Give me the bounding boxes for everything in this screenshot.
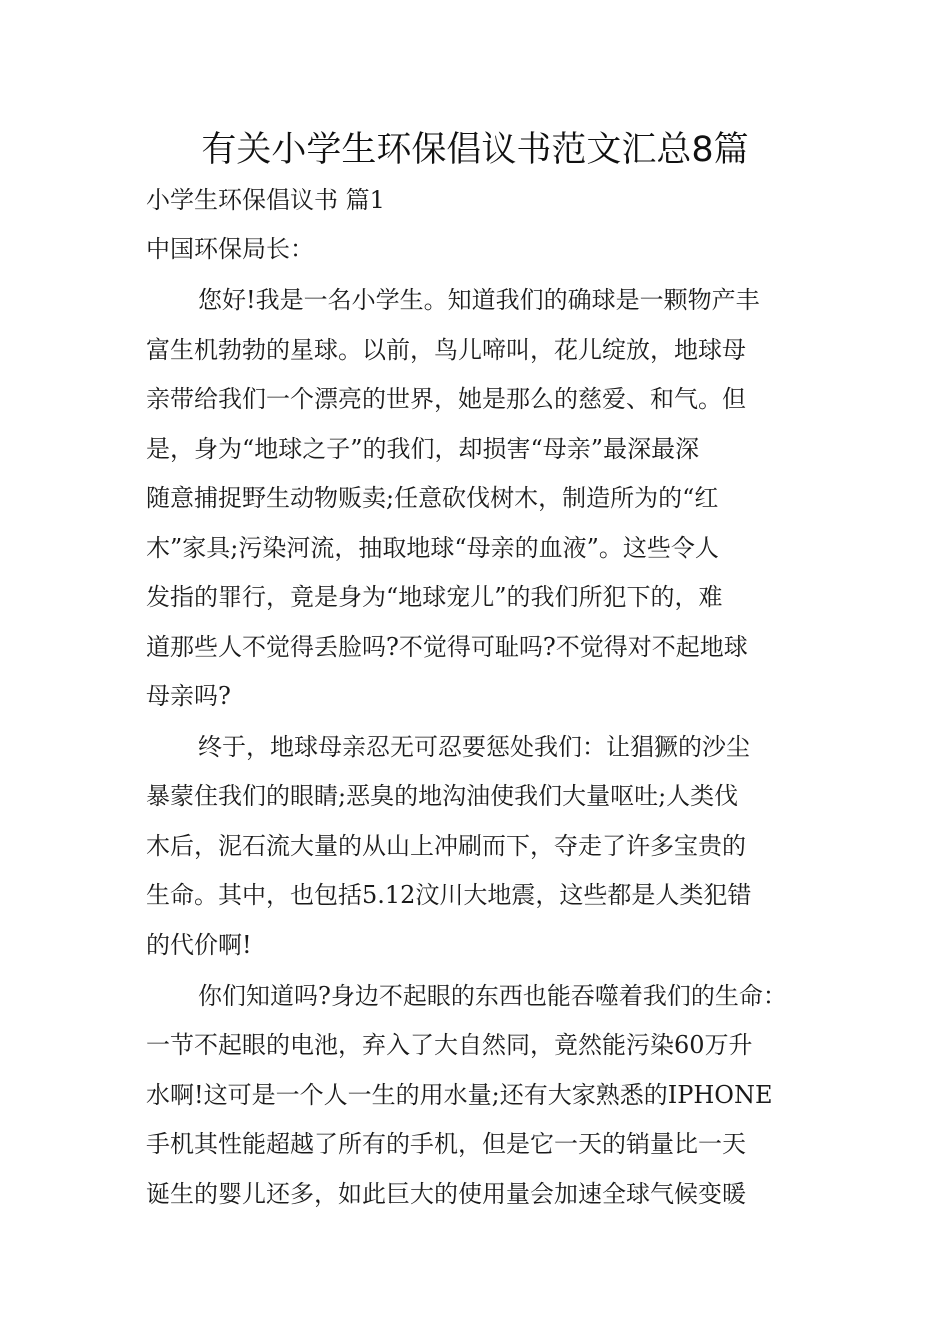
paragraph-2-line-3: 木后，泥石流大量的从山上冲刷而下，夺走了许多宝贵的 — [146, 832, 746, 860]
section-heading: 小学生环保倡议书 篇1 — [146, 186, 385, 214]
paragraph-3-line-4: 手机其性能超越了所有的手机，但是它一天的销量比一天 — [146, 1130, 746, 1158]
paragraph-3-line-5: 诞生的婴儿还多，如此巨大的使用量会加速全球气候变暖 — [146, 1180, 746, 1208]
paragraph-3-line-3: 水啊!这可是一个人一生的用水量;还有大家熟悉的IPHONE — [146, 1081, 773, 1109]
paragraph-1-line-5: 随意捕捉野生动物贩卖;任意砍伐树木，制造所为的“红 — [146, 484, 719, 512]
document-title: 有关小学生环保倡议书范文汇总8篇 — [201, 130, 749, 170]
paragraph-1-line-7: 发指的罪行，竟是身为“地球宠儿”的我们所犯下的，难 — [146, 583, 723, 611]
paragraph-2-line-1: 终于，地球母亲忍无可忍要惩处我们：让猖獗的沙尘 — [198, 733, 750, 761]
paragraph-2-line-5: 的代价啊! — [146, 931, 252, 959]
paragraph-2-line-2: 暴蒙住我们的眼睛;恶臭的地沟油使我们大量呕吐;人类伐 — [146, 782, 739, 810]
paragraph-1-line-2: 富生机勃勃的星球。以前，鸟儿啼叫，花儿绽放，地球母 — [146, 336, 746, 364]
paragraph-1-line-1: 您好!我是一名小学生。知道我们的确球是一颗物产丰 — [198, 286, 760, 314]
paragraph-2-line-4: 生命。其中，也包括5.12汶川大地震，这些都是人类犯错 — [146, 881, 752, 909]
paragraph-1-line-9: 母亲吗? — [146, 682, 231, 710]
paragraph-1-line-6: 木”家具;污染河流，抽取地球“母亲的血液”。这些令人 — [146, 534, 719, 562]
salutation: 中国环保局长： — [146, 235, 314, 263]
paragraph-1-line-4: 是，身为“地球之子”的我们，却损害“母亲”最深最深 — [146, 435, 700, 463]
paragraph-1-line-8: 道那些人不觉得丢脸吗?不觉得可耻吗?不觉得对不起地球 — [146, 633, 748, 661]
paragraph-3-line-1: 你们知道吗?身边不起眼的东西也能吞噬着我们的生命： — [198, 982, 787, 1010]
paragraph-1-line-3: 亲带给我们一个漂亮的世界，她是那么的慈爱、和气。但 — [146, 385, 746, 413]
paragraph-3-line-2: 一节不起眼的电池，弃入了大自然同，竟然能污染60万升 — [146, 1031, 753, 1059]
